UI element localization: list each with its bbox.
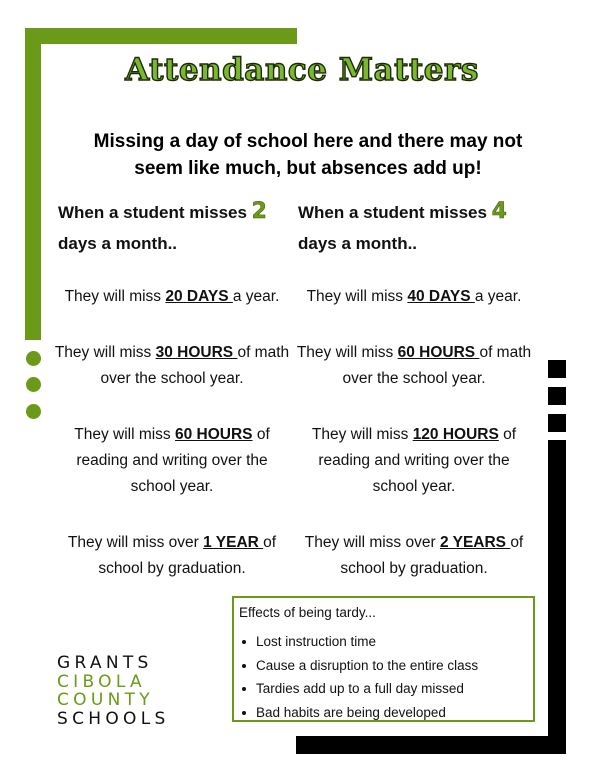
stat-reading-hours: They will miss 120 HOURS of reading and writing over the school year.: [311, 426, 517, 495]
tardy-effects-box: [232, 596, 535, 722]
list-item: Tardies add up to a full day missed: [234, 677, 533, 701]
list-item: Lost instruction time: [234, 630, 533, 654]
intro-text: Missing a day of school here and there may not seem like much, but absences add up!: [93, 131, 523, 179]
green-dot: [26, 404, 41, 419]
black-square: [548, 414, 566, 432]
list-item: Cause a disruption to the entire class: [234, 654, 533, 678]
list-item: Bad habits are being developed: [234, 701, 533, 725]
black-frame-bottom: [296, 736, 566, 754]
tardy-effects-list: [234, 630, 533, 724]
stat-graduation: They will miss over 1 YEAR of school by graduation.: [67, 534, 277, 577]
column-heading-2-days: When a student misses 2 days a month..: [58, 199, 267, 253]
stat-graduation: They will miss over 2 YEARS of school by graduation.: [304, 534, 524, 577]
black-square: [548, 360, 566, 378]
days-number: 2: [251, 199, 267, 224]
tardy-box-title: Effects of being tardy...: [239, 605, 376, 620]
stat-days-per-year: They will miss 40 DAYS a year.: [306, 288, 522, 305]
days-number: 4: [491, 199, 507, 224]
green-dot: [26, 351, 41, 366]
green-frame-top: [25, 28, 297, 44]
stat-math-hours: They will miss 60 HOURS of math over the school year.: [296, 344, 532, 387]
stat-reading-hours: They will miss 60 HOURS of reading and writing over the school year.: [74, 426, 270, 495]
stat-days-per-year: They will miss 20 DAYS a year.: [64, 288, 280, 305]
district-logo: GRANTS CIBOLA COUNTY SCHOOLS: [57, 653, 170, 729]
stat-math-hours: They will miss 30 HOURS of math over the school year.: [54, 344, 290, 387]
black-frame-right: [548, 440, 566, 754]
page-title: Attendance Matters: [125, 52, 479, 88]
green-dot: [26, 377, 41, 392]
column-heading-4-days: When a student misses 4 days a month..: [298, 199, 507, 253]
black-square: [548, 387, 566, 405]
